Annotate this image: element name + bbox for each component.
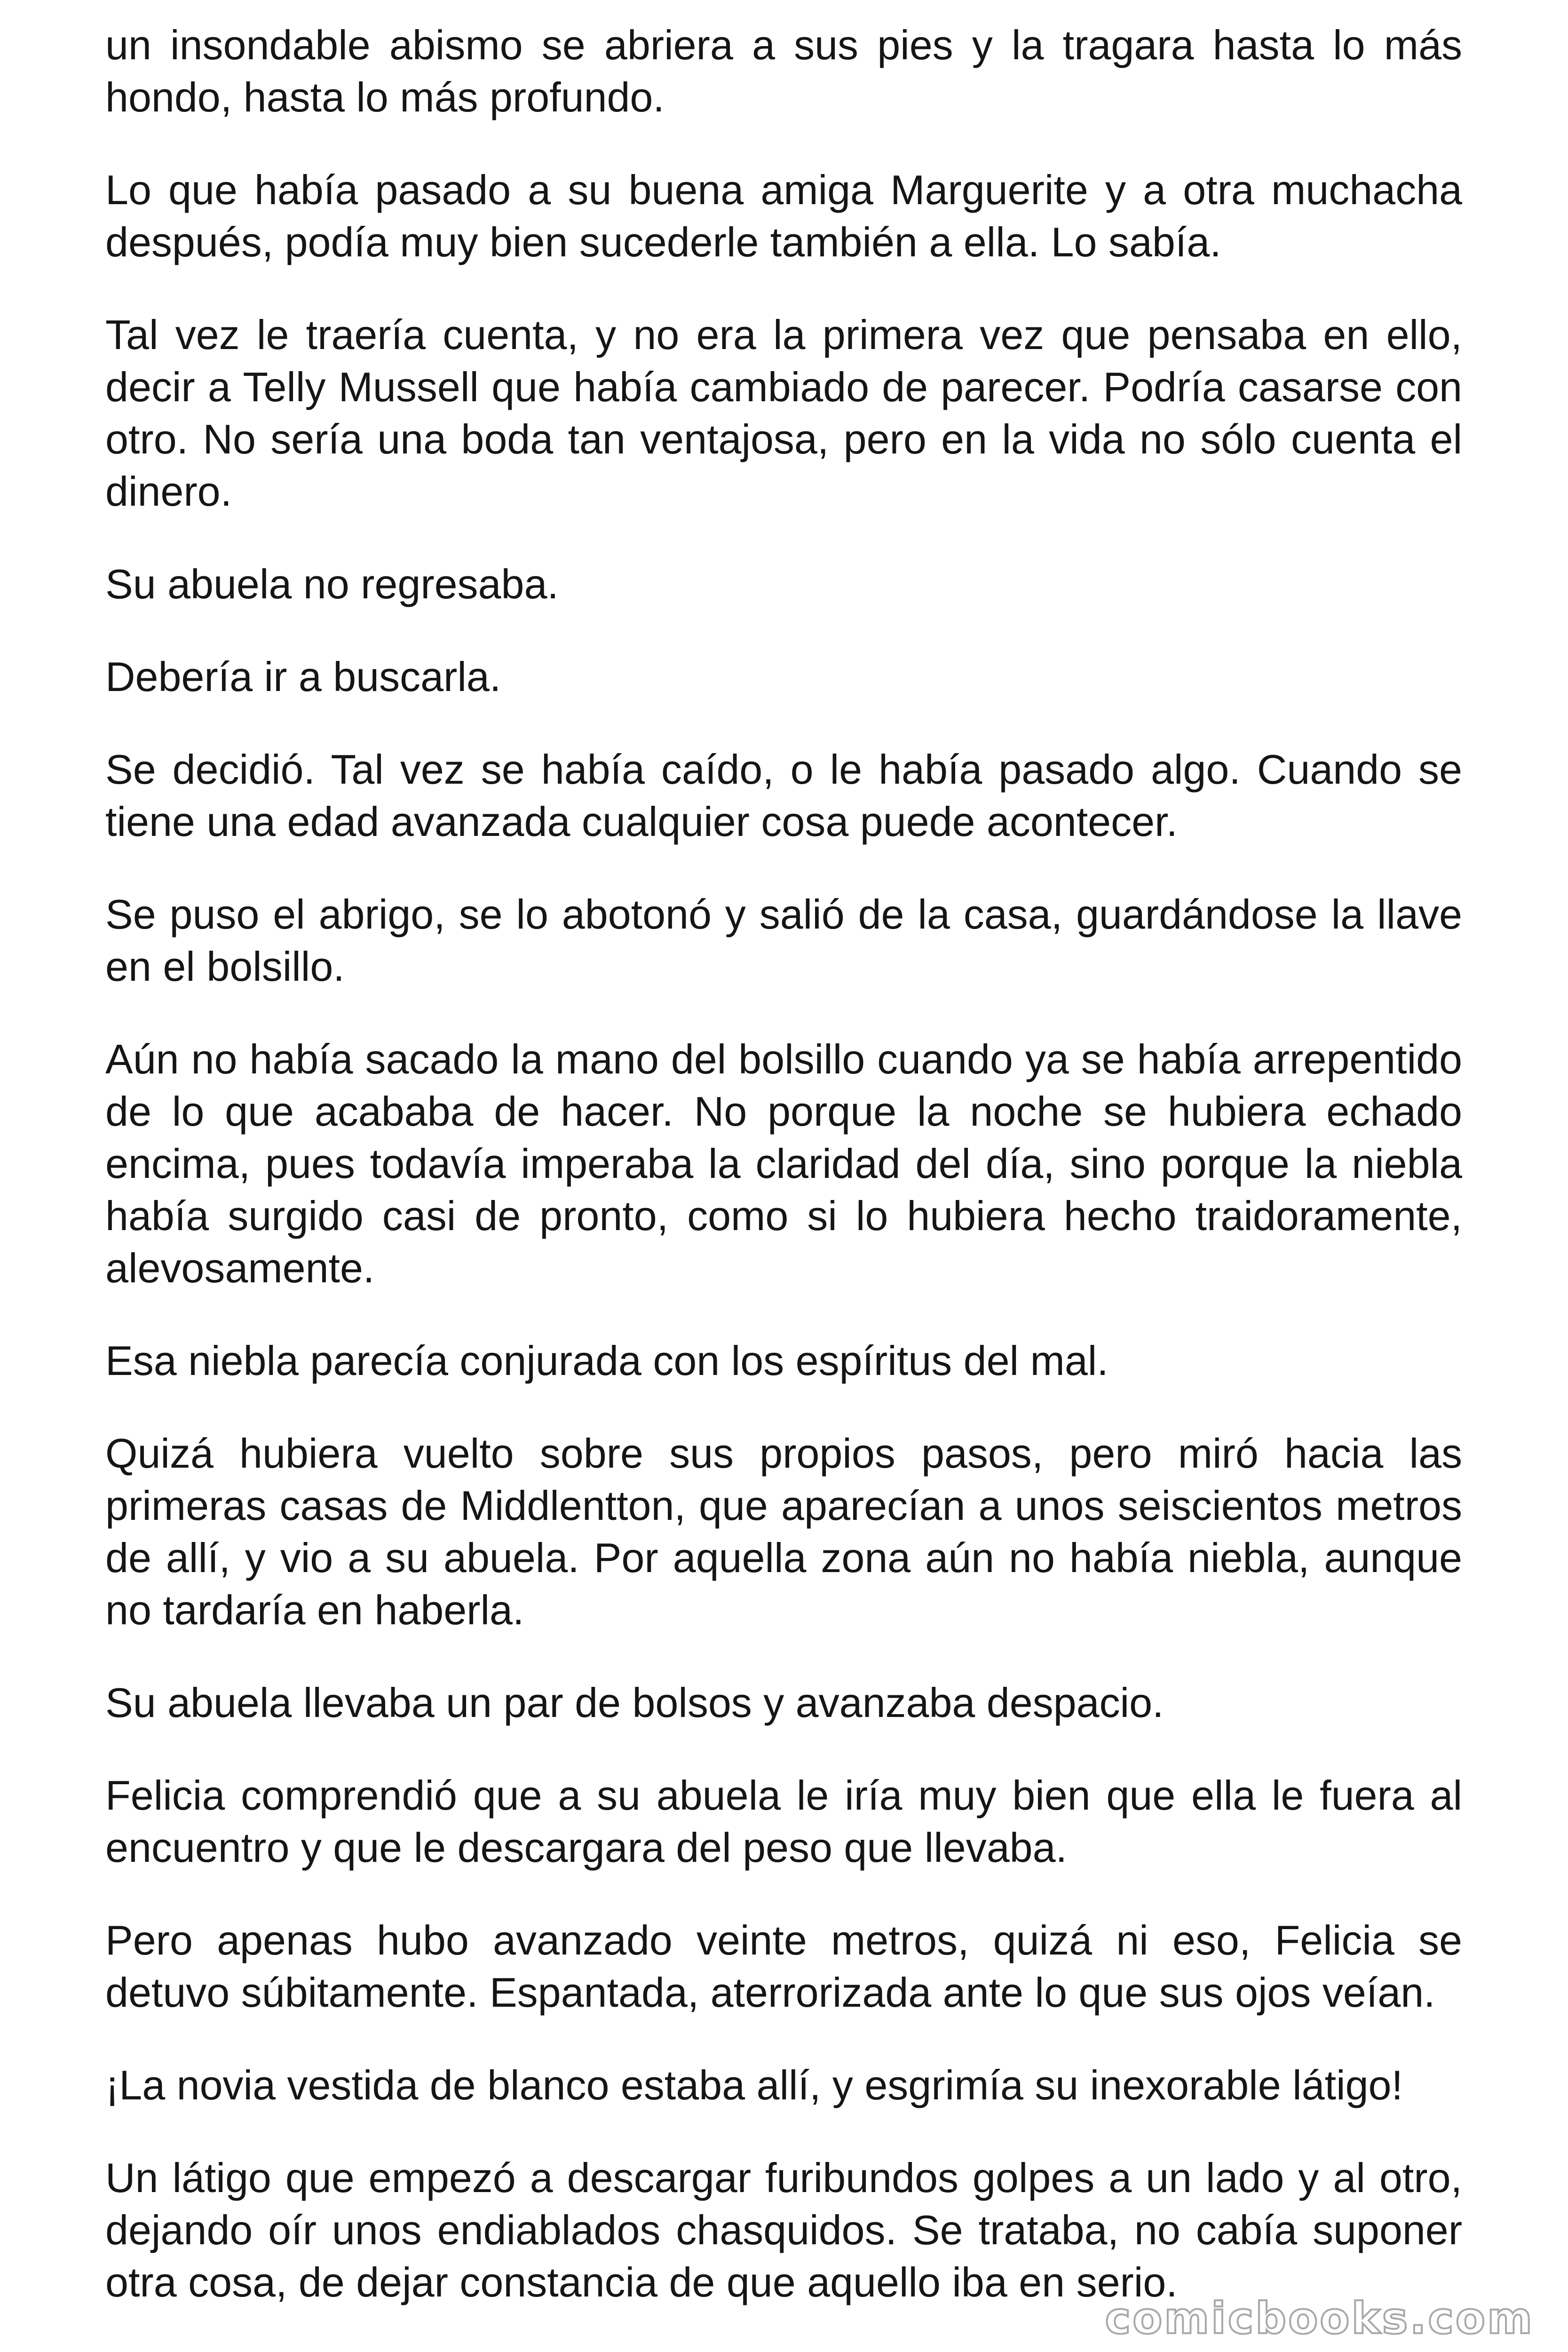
paragraph-15: Un látigo que empezó a descargar furibundos golpes a un lado y al otro, dejando oír unos endiablados chasquidos. Se trataba, no cabía suponer otra cosa, de dejar constancia de que aquello iba en serio.	[105, 2154, 1462, 2305]
paragraph-14: ¡La novia vestida de blanco estaba allí, y esgrimía su inexorable látigo!	[105, 2062, 1403, 2108]
paragraph-10: Quizá hubiera vuelto sobre sus propios pasos, pero miró hacia las primeras casas de Middlentton, que aparecían a unos seiscientos metros de allí, y vio a su abuela. Por aquella zona aún no había niebla, aunque no tardaría en haberla.	[105, 1430, 1462, 1633]
paragraph-6: Se decidió. Tal vez se había caído, o le había pasado algo. Cuando se tiene una edad avanzada cualquier cosa puede acontecer.	[105, 746, 1462, 845]
paragraph-2: Lo que había pasado a su buena amiga Marguerite y a otra muchacha después, podía muy bien sucederle también a ella. Lo sabía.	[105, 167, 1462, 265]
watermark: comicbooks.com	[1105, 2293, 1534, 2344]
paragraph-7: Se puso el abrigo, se lo abotonó y salió de la casa, guardándose la llave en el bolsillo.	[105, 891, 1462, 990]
document-page	[105, 19, 1462, 2349]
paragraph-5: Debería ir a buscarla.	[105, 653, 501, 700]
paragraph-3: Tal vez le traería cuenta, y no era la primera vez que pensaba en ello, decir a Telly Mussell que había cambiado de parecer. Podría casarse con otro. No sería una boda tan ventajosa, pero en la vida no sólo cuenta el dinero.	[105, 311, 1462, 515]
paragraph-8: Aún no había sacado la mano del bolsillo cuando ya se había arrepentido de lo que acababa de hacer. No porque la noche se hubiera echado encima, pues todavía imperaba la claridad del día, sino porque la niebla había surgido casi de pronto, como si lo hubiera hecho traidoramente, alevosamente.	[105, 1036, 1462, 1291]
paragraph-4: Su abuela no regresaba.	[105, 561, 559, 607]
paragraph-13: Pero apenas hubo avanzado veinte metros, quizá ni eso, Felicia se detuvo súbitamente. Espantada, aterrorizada ante lo que sus ojos veían.	[105, 1917, 1462, 2016]
paragraph-11: Su abuela llevaba un par de bolsos y avanzaba despacio.	[105, 1679, 1164, 1726]
paragraph-1: un insondable abismo se abriera a sus pies y la tragara hasta lo más hondo, hasta lo más profundo.	[105, 22, 1462, 120]
paragraph-12: Felicia comprendió que a su abuela le iría muy bien que ella le fuera al encuentro y que le descargara del peso que llevaba.	[105, 1772, 1462, 1871]
paragraph-9: Esa niebla parecía conjurada con los espíritus del mal.	[105, 1337, 1109, 1384]
